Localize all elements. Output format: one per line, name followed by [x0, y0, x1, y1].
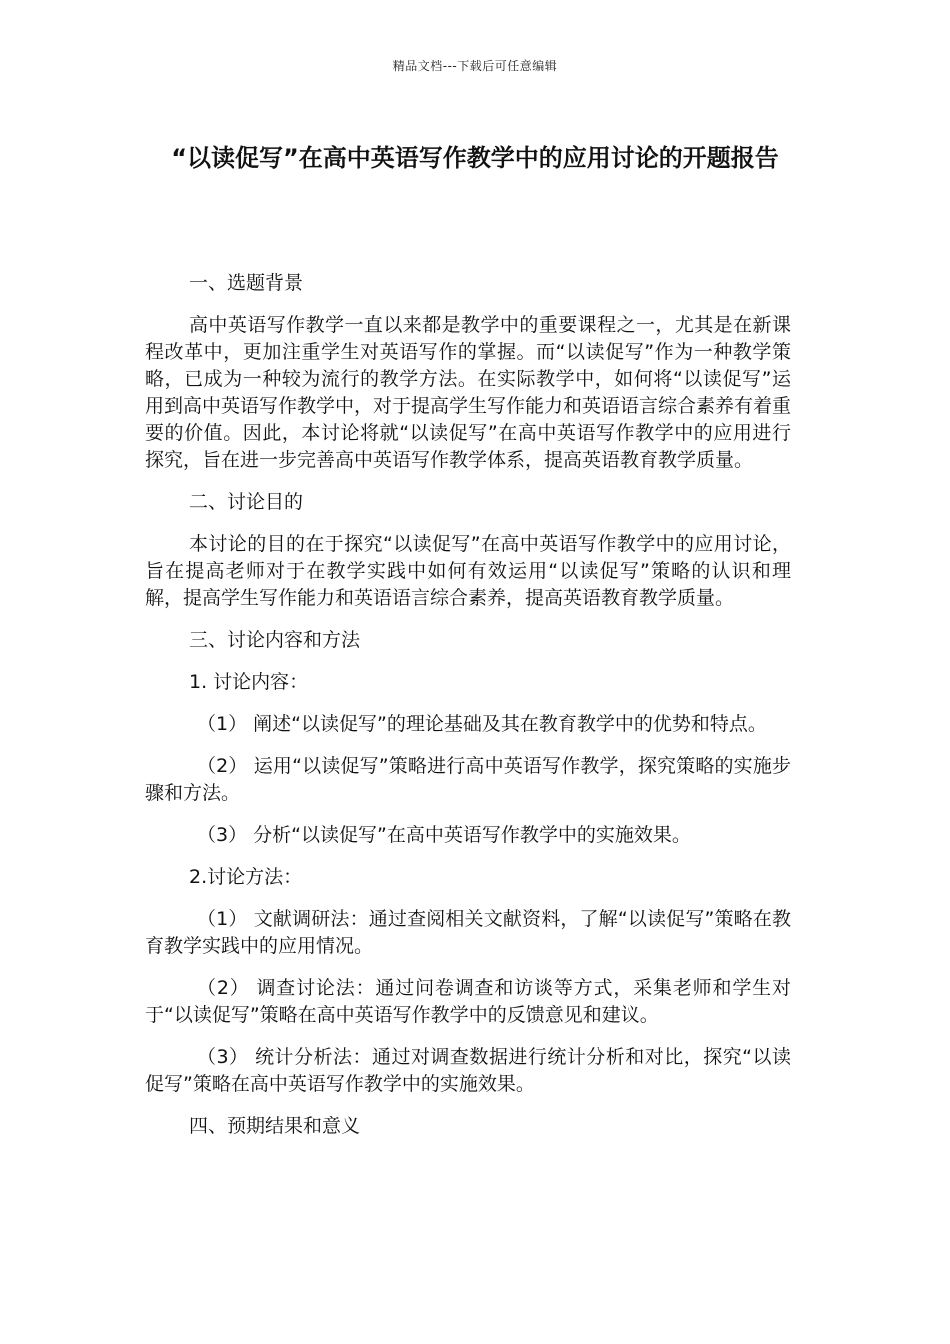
section-heading-content-method: 三、讨论内容和方法 — [189, 629, 361, 651]
document-title: “以读促写”在高中英语写作教学中的应用讨论的开题报告 — [171, 144, 779, 172]
subheading-method: 2.讨论方法： — [189, 866, 303, 888]
section-heading-background: 一、选题背景 — [189, 272, 304, 294]
section-heading-purpose: 二、讨论目的 — [189, 491, 304, 513]
method-item-3: （3） 统计分析法：通过对调查数据进行统计分析和对比，探究“以读促写”策略在高中英语写作教学中的实施效果。 — [145, 1046, 791, 1095]
content-item-3: （3） 分析“以读促写”在高中英语写作教学中的实施效果。 — [197, 824, 691, 846]
content-item-1: （1） 阐述“以读促写”的理论基础及其在教育教学中的优势和特点。 — [197, 713, 767, 735]
section-heading-results: 四、预期结果和意义 — [189, 1115, 361, 1137]
page-header: 精品文档---下载后可任意编辑 — [392, 59, 558, 73]
method-item-1: （1） 文献调研法：通过查阅相关文献资料，了解“以读促写”策略在教育教学实践中的应用情况。 — [145, 908, 791, 957]
paragraph-background: 高中英语写作教学一直以来都是教学中的重要课程之一，尤其是在新课程改革中，更加注重学生对英语写作的掌握。而“以读促写”作为一种教学策略，已成为一种较为流行的教学方法。在实际教学中，如何将“以读促写”运用到高中英语写作教学中，对于提高学生写作能力和英语语言综合素养有着重要的价值。因此，本讨论将就“以读促写”在高中英语写作教学中的应用进行探究，旨在进一步完善高中英语写作教学体系，提高英语教育教学质量。 — [145, 314, 792, 471]
paragraph-purpose: 本讨论的目的在于探究“以读促写”在高中英语写作教学中的应用讨论，旨在提高老师对于在教学实践中如何有效运用“以读促写”策略的认识和理解，提高学生写作能力和英语语言综合素养，提高英语教育教学质量。 — [145, 533, 791, 609]
subheading-content: 1. 讨论内容： — [189, 671, 309, 693]
content-item-2: （2） 运用“以读促写”策略进行高中英语写作教学，探究策略的实施步骤和方法。 — [145, 755, 791, 804]
document-body — [145, 270, 791, 1155]
method-item-2: （2） 调查讨论法：通过问卷调查和访谈等方式，采集老师和学生对于“以读促写”策略在高中英语写作教学中的反馈意见和建议。 — [145, 977, 791, 1026]
